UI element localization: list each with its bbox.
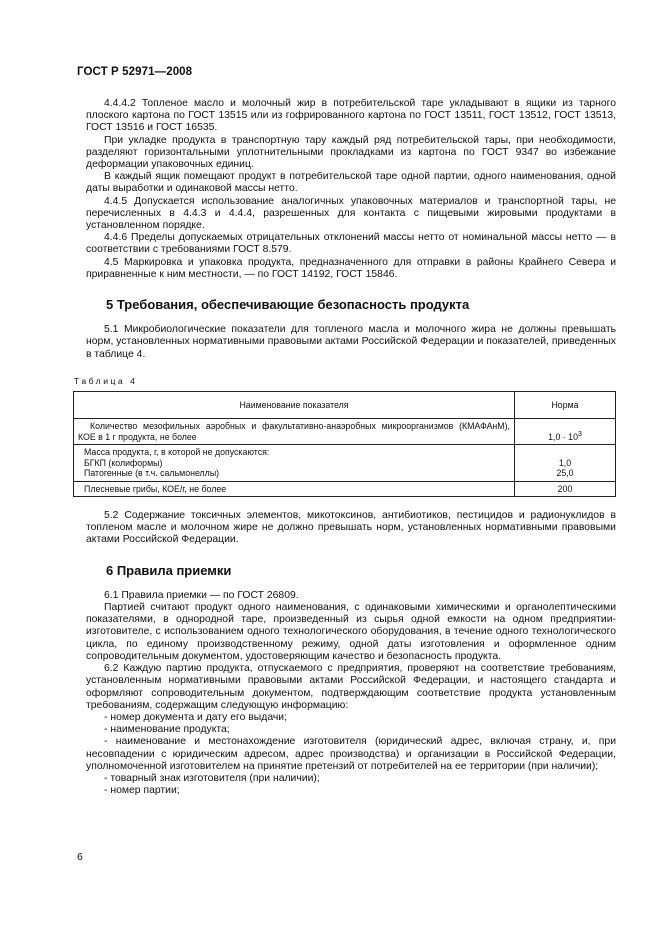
paragraph-packing-rows: При укладке продукта в транспортную тару каждый ряд потребительской тары, при необходимости, разделяют горизонтальными уплотнительными прокладками из картона по ГОСТ 9347 во избежание деформации упаковочных единиц. bbox=[86, 134, 616, 171]
paragraph-4-4-5: 4.4.5 Допускается использование аналогичных упаковочных материалов и транспортной тары, не перечисленных в 4.4.3 и 4.4.4, разрешенных для контакта с пищевыми жировыми продуктами в установленном порядке. bbox=[86, 195, 616, 232]
paragraph-4-5: 4.5 Маркировка и упаковка продукта, предназначенного для отправки в районы Крайнего Севера и приравненные к ним местности, — по ГОСТ 14192, ГОСТ 15846. bbox=[86, 256, 616, 280]
page-number: 6 bbox=[77, 851, 83, 863]
paragraph-4-4-4-2: 4.4.4.2 Топленое масло и молочный жир в потребительской таре укладывают в ящики из тарного плоского картона по ГОСТ 13515 или из гофрированного картона по ГОСТ 13511, ГОСТ 13512, ГОСТ 13513, ГОСТ 13516 и ГОСТ 16535. bbox=[86, 98, 616, 134]
list-item: - номер документа и дату его выдачи; bbox=[104, 711, 287, 723]
row-kmafanm-value-exp: 3 bbox=[577, 430, 582, 438]
paragraph-5-2: 5.2 Содержание токсичных элементов, микотоксинов, антибиотиков, пестицидов и радионуклидов в топленом масле и молочном жире не должно превышать норм, установленных нормативными правовыми актами Российской Федерации. bbox=[86, 510, 616, 546]
paragraph-box-contents: В каждый ящик помещают продукт в потребительской таре одной партии, одного наименования, одной даты выработки и одинаковой массы нетто. bbox=[86, 171, 616, 195]
row-mold-name-text: Плесневые грибы, КОЕ/г, не более bbox=[84, 483, 227, 494]
document-body bbox=[74, 98, 616, 797]
row-mass-line3: Патогенные (в т.ч. сальмонеллы) bbox=[84, 468, 220, 479]
table-header-row bbox=[74, 392, 616, 419]
table-4-caption: Таблица 4 bbox=[74, 375, 138, 386]
list-item: - товарный знак изготовителя (при наличии); bbox=[104, 772, 320, 784]
row-mass-values bbox=[515, 445, 616, 482]
table-col-norm-header: Норма bbox=[515, 392, 616, 419]
table-row-mass bbox=[74, 445, 616, 482]
row-mass-line1: Масса продукта, г, в которой не допускаются: bbox=[84, 447, 270, 458]
row-mass-line2: БГКП (колиформы) bbox=[84, 457, 163, 468]
row-mass-name bbox=[74, 445, 515, 482]
row-mold-value: 200 bbox=[515, 481, 616, 497]
table-4 bbox=[73, 391, 616, 497]
paragraph-batch-definition: Партией считают продукт одного наименования, с одинаковыми химическими и органолептическими показателями, в однородной таре, произведенный из сырья одной емкости на одном предприятии-изготовителе, с использованием одного технологического оборудования, в течение одного технологического цикла, по единому производственному режиму, одной даты изготовления и оформленное одним сопроводительным документом, удостоверяющим качество и безопасность продукта. bbox=[86, 602, 616, 662]
section-5-heading: 5 Требования, обеспечивающие безопасность продукта bbox=[106, 297, 470, 313]
row-kmafanm-name: Количество мезофильных аэробных и факультативно-анаэробных микроорганизмов (КМАФАнМ), КОЕ в 1 г продукта, не более bbox=[74, 419, 515, 445]
paragraph-5-1: 5.1 Микробиологические показатели для топленого масла и молочного жира не должны превышать норм, установленных нормативными правовыми актами Российской Федерации и показателей, приведенных в таблице 4. bbox=[86, 324, 616, 360]
table-row-mold bbox=[74, 481, 616, 497]
list-item: - номер партии; bbox=[104, 785, 180, 797]
table-col-name-header: Наименование показателя bbox=[74, 392, 515, 419]
row-mass-value2: 25,0 bbox=[556, 468, 574, 479]
doc-header: ГОСТ Р 52971—2008 bbox=[77, 66, 193, 78]
list-item: - наименование и местонахождение изготовителя (юридический адрес, включая страну, и, при несовпадении с юридическим адресом, адрес производства) и организации в Российской Федерации, уполномоченной изготовителем на принятие претензий от потребителей на ее территории (при наличии); bbox=[86, 736, 616, 772]
row-mold-name bbox=[74, 481, 515, 497]
row-kmafanm-value-base: 1,0 · 10 bbox=[548, 431, 578, 442]
paragraph-6-1: 6.1 Правила приемки — по ГОСТ 26809. bbox=[104, 589, 299, 601]
row-kmafanm-value bbox=[515, 419, 616, 445]
paragraph-4-4-6: 4.4.6 Пределы допускаемых отрицательных отклонений массы нетто от номинальной массы нетто — в соответствии с требованиями ГОСТ 8.579. bbox=[86, 232, 616, 256]
paragraph-6-2: 6.2 Каждую партию продукта, отпускаемого с предприятия, проверяют на соответствие требованиям, установленным нормативными правовыми актами Российской Федерации, и настоящего стандарта и оформляют сопроводительным документом, подтверждающим соответствие продукта установленным требованиям, содержащим следующую информацию: bbox=[86, 663, 616, 711]
list-item: - наименование продукта; bbox=[104, 724, 230, 736]
table-row-kmafanm bbox=[74, 419, 616, 445]
section-6-heading: 6 Правила приемки bbox=[106, 562, 232, 578]
row-mass-value1: 1,0 bbox=[558, 457, 572, 468]
